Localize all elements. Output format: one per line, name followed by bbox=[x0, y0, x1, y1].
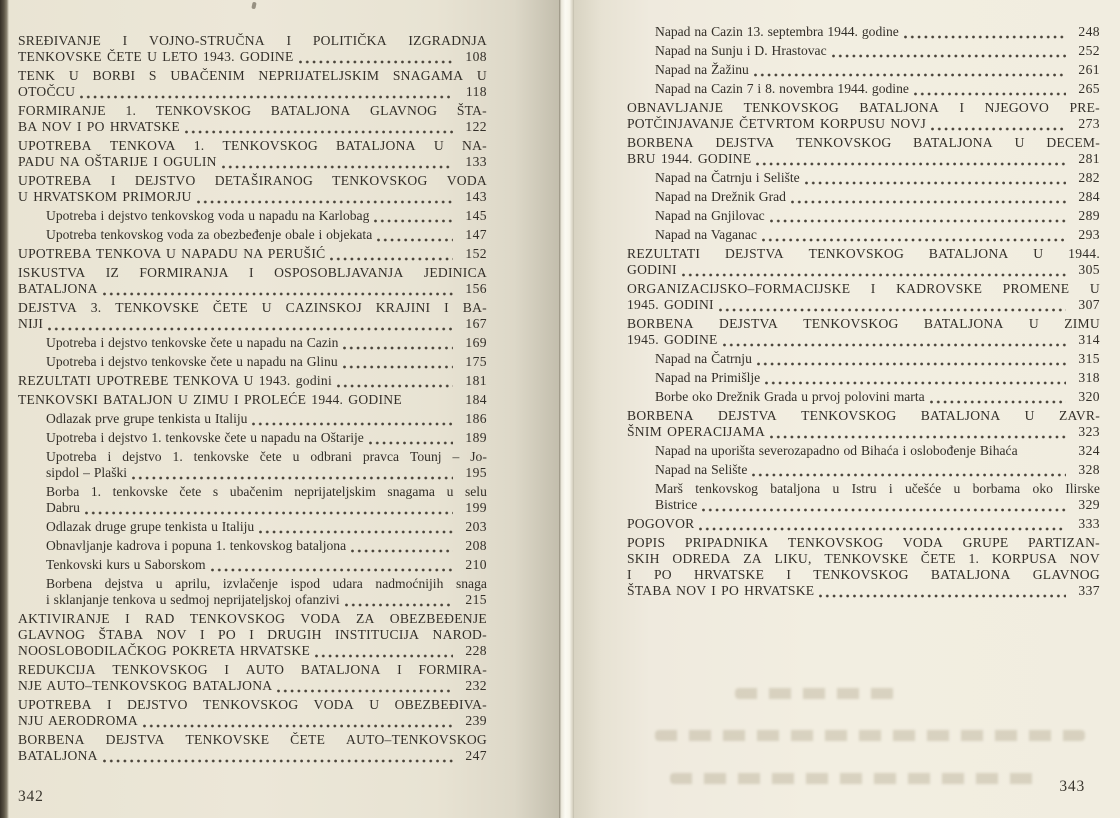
toc-title-line: REZULTATI DEJSTVA TENKOVSKOG BATALJONA U 1944. bbox=[627, 246, 1100, 261]
toc-entry-lastline bbox=[46, 354, 487, 370]
toc-page-ref: 152 bbox=[465, 246, 487, 261]
toc-title-line: UPOTREBA I DEJSTVO TENKOVSKOG VODA U OBEZBEĐIVA- bbox=[18, 697, 487, 712]
toc-entry-lastline bbox=[18, 373, 487, 389]
toc-entry-lastline bbox=[46, 519, 487, 535]
toc-page-ref: 199 bbox=[465, 500, 487, 515]
toc-section-entry bbox=[18, 246, 487, 262]
toc-title-text: Upotreba i dejstvo tenkovske čete u napadu na Glinu bbox=[46, 354, 338, 369]
dot-leader bbox=[374, 212, 453, 224]
toc-page-ref: 328 bbox=[1078, 462, 1100, 477]
left-page-number: 342 bbox=[18, 788, 44, 805]
toc-subentry bbox=[627, 227, 1100, 243]
toc-page-ref: 305 bbox=[1078, 262, 1100, 277]
toc-entry-lastline bbox=[18, 281, 487, 297]
toc-entry-lastline bbox=[655, 497, 1100, 513]
toc-title-text: NOOSLOBODILAČKOG POKRETA HRVATSKE bbox=[18, 643, 311, 658]
toc-title-line: OBNAVLJANJE TENKOVSKOG BATALJONA I NJEGOVO PRE- bbox=[627, 100, 1100, 115]
toc-section-entry bbox=[18, 103, 487, 135]
dot-leader bbox=[343, 339, 453, 351]
dot-leader bbox=[337, 377, 453, 389]
toc-title-text: ŠNIM OPERACIJAMA bbox=[627, 424, 766, 439]
toc-title-text: Napad na Čatrnju bbox=[655, 351, 752, 366]
toc-page-ref: 333 bbox=[1078, 516, 1100, 531]
toc-subentry bbox=[18, 430, 487, 446]
toc-page-ref: 324 bbox=[1078, 443, 1100, 458]
dot-leader bbox=[132, 469, 453, 481]
show-through-smudge bbox=[670, 773, 1040, 784]
dot-leader bbox=[702, 501, 1066, 513]
toc-subentry bbox=[18, 354, 487, 370]
toc-subentry bbox=[18, 227, 487, 243]
right-page bbox=[574, 0, 1120, 818]
toc-subentry bbox=[627, 351, 1100, 367]
dot-leader bbox=[103, 285, 453, 297]
dot-leader bbox=[48, 320, 453, 332]
toc-entry-lastline bbox=[627, 332, 1100, 348]
toc-title-line: UPOTREBA TENKOVA 1. TENKOVSKOG BATALJONA U NA- bbox=[18, 138, 487, 153]
toc-title-text: BATALJONA bbox=[18, 748, 98, 763]
dot-leader bbox=[757, 355, 1066, 367]
toc-title-text: Napad na Gnjilovac bbox=[655, 208, 765, 223]
toc-title-line: BORBENA DEJSTVA TENKOVSKOG BATALJONA U ZAVR- bbox=[627, 408, 1100, 423]
toc-title-line: AKTIVIRANJE I RAD TENKOVSKOG VODA ZA OBEZBEĐENJE bbox=[18, 611, 487, 626]
toc-section-entry bbox=[18, 697, 487, 729]
toc-page-ref: 208 bbox=[465, 538, 487, 553]
toc-title-line: DEJSTVA 3. TENKOVSKE ČETE U CAZINSKOJ KRAJINI I BA- bbox=[18, 300, 487, 315]
dot-leader bbox=[770, 428, 1066, 440]
toc-title-text: Dabru bbox=[46, 500, 80, 515]
dot-leader bbox=[299, 53, 453, 65]
dot-leader bbox=[819, 587, 1066, 599]
toc-entry-lastline bbox=[18, 119, 487, 135]
toc-subentry bbox=[18, 484, 487, 516]
toc-title-text: NJE AUTO–TENKOVSKOG BATALJONA bbox=[18, 678, 273, 693]
toc-page-ref: 195 bbox=[465, 465, 487, 480]
toc-section-entry bbox=[18, 662, 487, 694]
toc-page-ref: 273 bbox=[1078, 116, 1100, 131]
toc-entry-lastline bbox=[46, 557, 487, 573]
toc-title-line: UPOTREBA I DEJSTVO DETAŠIRANOG TENKOVSKOG VODA bbox=[18, 173, 487, 188]
toc-page-ref: 247 bbox=[465, 748, 487, 763]
toc-entry-lastline bbox=[655, 189, 1100, 205]
dot-leader bbox=[143, 717, 453, 729]
toc-entry-lastline bbox=[627, 297, 1100, 313]
toc-entry-lastline bbox=[627, 516, 1100, 532]
toc-page-ref: 289 bbox=[1078, 208, 1100, 223]
dot-leader bbox=[211, 561, 453, 573]
dot-leader bbox=[85, 504, 453, 516]
toc-title-text: Odlazak prve grupe tenkista u Italiju bbox=[46, 411, 248, 426]
toc-section-entry bbox=[627, 408, 1100, 440]
toc-subentry bbox=[627, 24, 1100, 40]
toc-page-ref: 252 bbox=[1078, 43, 1100, 58]
toc-title-text: Napad na Selište bbox=[655, 462, 748, 477]
toc-entry-lastline bbox=[655, 43, 1100, 59]
toc-page-ref: 337 bbox=[1078, 583, 1100, 598]
toc-entry-lastline bbox=[18, 316, 487, 332]
toc-title-line: Borbena dejstva u aprilu, izvlačenje ispod udara nadmoćnijih snaga bbox=[46, 576, 487, 591]
dot-leader bbox=[699, 520, 1066, 532]
toc-page-ref: 181 bbox=[465, 373, 487, 388]
toc-subentry bbox=[18, 449, 487, 481]
toc-title-text: i sklanjanje tenkova u sedmoj neprijateljskoj ofanzivi bbox=[46, 592, 340, 607]
dot-leader bbox=[103, 752, 453, 764]
toc-title-line: POPIS PRIPADNIKA TENKOVSKOG VODA GRUPE PARTIZAN- bbox=[627, 535, 1100, 550]
dot-leader bbox=[770, 212, 1066, 224]
toc-page-ref: 318 bbox=[1078, 370, 1100, 385]
dot-leader bbox=[930, 393, 1066, 405]
toc-page-ref: 320 bbox=[1078, 389, 1100, 404]
toc-page-ref: 189 bbox=[465, 430, 487, 445]
toc-entry-lastline bbox=[627, 116, 1100, 132]
dot-leader bbox=[343, 358, 453, 370]
dot-leader bbox=[791, 193, 1066, 205]
toc-title-text: Upotreba i dejstvo tenkovskog voda u napadu na Karlobag bbox=[46, 208, 370, 223]
toc-entry-lastline bbox=[46, 227, 487, 243]
toc-title-text: Bistrice bbox=[655, 497, 698, 512]
toc-title-text: 1945. GODINI bbox=[627, 297, 714, 312]
toc-section-entry bbox=[18, 300, 487, 332]
toc-entry-lastline bbox=[46, 411, 487, 427]
toc-subentry bbox=[18, 411, 487, 427]
toc-entry-lastline bbox=[18, 246, 487, 262]
toc-title-line: FORMIRANJE 1. TENKOVSKOG BATALJONA GLAVNOG ŠTA- bbox=[18, 103, 487, 118]
dot-leader bbox=[252, 415, 453, 427]
toc-title-line: BORBENA DEJSTVA TENKOVSKOG BATALJONA U DECEM- bbox=[627, 135, 1100, 150]
toc-entry-lastline bbox=[46, 430, 487, 446]
toc-entry-lastline bbox=[18, 713, 487, 729]
toc-page-ref: 228 bbox=[465, 643, 487, 658]
toc-page-ref: 143 bbox=[465, 189, 487, 204]
toc-subentry bbox=[627, 462, 1100, 478]
toc-page-ref: 118 bbox=[465, 84, 487, 99]
toc-entry-lastline bbox=[18, 678, 487, 694]
toc-title-text: TENKOVSKE ČETE U LETO 1943. GODINE bbox=[18, 49, 294, 64]
toc-subentry bbox=[18, 576, 487, 608]
toc-entry-lastline bbox=[18, 49, 487, 65]
dot-leader bbox=[277, 682, 453, 694]
toc-section-entry bbox=[18, 265, 487, 297]
toc-page-ref: 169 bbox=[465, 335, 487, 350]
toc-subentry bbox=[627, 189, 1100, 205]
toc-entry-lastline bbox=[655, 443, 1100, 459]
toc-section-entry bbox=[18, 732, 487, 764]
toc-title-line: REDUKCIJA TENKOVSKOG I AUTO BATALJONA I FORMIRA- bbox=[18, 662, 487, 677]
toc-page-ref: 261 bbox=[1078, 62, 1100, 77]
toc-section-entry bbox=[18, 33, 487, 65]
toc-title-line: TENK U BORBI S UBAČENIM NEPRIJATELJSKIM SNAGAMA U bbox=[18, 68, 487, 83]
toc-page-ref: 184 bbox=[465, 392, 487, 407]
dot-leader bbox=[832, 47, 1066, 59]
dot-leader bbox=[756, 155, 1066, 167]
toc-entry-lastline bbox=[46, 500, 487, 516]
dot-leader bbox=[914, 85, 1066, 97]
toc-subentry bbox=[18, 519, 487, 535]
toc-column-left bbox=[18, 33, 487, 767]
toc-title-text: OTOČCU bbox=[18, 84, 76, 99]
toc-page-ref: 315 bbox=[1078, 351, 1100, 366]
toc-page-ref: 239 bbox=[465, 713, 487, 728]
toc-subentry bbox=[18, 335, 487, 351]
toc-title-text: Napad na Žažinu bbox=[655, 62, 749, 77]
toc-title-text: BRU 1944. GODINE bbox=[627, 151, 752, 166]
toc-title-text: BATALJONA bbox=[18, 281, 98, 296]
dot-leader bbox=[723, 336, 1066, 348]
dot-leader bbox=[762, 231, 1066, 243]
toc-entry-lastline bbox=[18, 84, 487, 100]
toc-title-line: Marš tenkovskog bataljona u Istru i učešće u borbama oko Ilirske bbox=[655, 481, 1100, 496]
gutter-page-edge bbox=[559, 0, 574, 818]
toc-page-ref: 232 bbox=[465, 678, 487, 693]
toc-page-ref: 307 bbox=[1078, 297, 1100, 312]
toc-page-ref: 133 bbox=[465, 154, 487, 169]
toc-title-text: Napad na Cazin 7 i 8. novembra 1944. godine bbox=[655, 81, 909, 96]
toc-subentry bbox=[18, 557, 487, 573]
toc-entry-lastline bbox=[627, 262, 1100, 278]
toc-page-ref: 167 bbox=[465, 316, 487, 331]
toc-page-ref: 175 bbox=[465, 354, 487, 369]
toc-title-text: POGOVOR bbox=[627, 516, 695, 531]
toc-subentry bbox=[18, 208, 487, 224]
dot-leader bbox=[682, 266, 1066, 278]
toc-page-ref: 108 bbox=[465, 49, 487, 64]
toc-page-ref: 145 bbox=[465, 208, 487, 223]
toc-page-ref: 156 bbox=[465, 281, 487, 296]
toc-page-ref: 314 bbox=[1078, 332, 1100, 347]
toc-title-text: U HRVATSKOM PRIMORJU bbox=[18, 189, 192, 204]
toc-title-line: I PO HRVATSKE I TENKOVSKOG BATALJONA GLAVNOG bbox=[627, 567, 1100, 582]
toc-section-entry bbox=[627, 281, 1100, 313]
dot-leader bbox=[80, 88, 453, 100]
toc-title-text: NJU AERODROMA bbox=[18, 713, 138, 728]
toc-section-entry bbox=[18, 392, 487, 408]
toc-section-entry bbox=[18, 373, 487, 389]
dot-leader bbox=[931, 120, 1066, 132]
dot-leader bbox=[315, 647, 453, 659]
toc-section-entry bbox=[18, 68, 487, 100]
toc-title-text: Napad na Sunju i D. Hrastovac bbox=[655, 43, 827, 58]
dot-leader bbox=[345, 596, 453, 608]
toc-page-ref: 265 bbox=[1078, 81, 1100, 96]
dot-leader bbox=[185, 123, 453, 135]
show-through-smudge bbox=[655, 730, 1085, 741]
toc-section-entry bbox=[627, 246, 1100, 278]
toc-entry-lastline bbox=[627, 583, 1100, 599]
toc-title-text: Napad na Primišlje bbox=[655, 370, 761, 385]
toc-page-ref: 329 bbox=[1078, 497, 1100, 512]
toc-page-ref: 210 bbox=[465, 557, 487, 572]
dot-leader bbox=[197, 193, 453, 205]
toc-entry-lastline bbox=[627, 151, 1100, 167]
toc-title-line: ISKUSTVA IZ FORMIRANJA I OSPOSOBLJAVANJA JEDINICA bbox=[18, 265, 487, 280]
toc-subentry bbox=[627, 81, 1100, 97]
toc-entry-lastline bbox=[46, 335, 487, 351]
toc-entry-lastline bbox=[46, 592, 487, 608]
toc-section-entry bbox=[627, 135, 1100, 167]
toc-title-line: SKIH ODREDA ZA LIKU, TENKOVSKE ČETE 1. KORPUSA NOV bbox=[627, 551, 1100, 566]
toc-section-entry bbox=[18, 611, 487, 659]
toc-title-text: Napad na Čatrnju i Selište bbox=[655, 170, 800, 185]
toc-entry-lastline bbox=[655, 351, 1100, 367]
toc-column-right bbox=[627, 24, 1100, 602]
toc-title-text: Upotreba i dejstvo tenkovske čete u napadu na Cazin bbox=[46, 335, 339, 350]
dot-leader bbox=[765, 374, 1066, 386]
toc-title-text: Upotreba i dejstvo 1. tenkovske čete u napadu na Oštarije bbox=[46, 430, 364, 445]
toc-page-ref: 203 bbox=[465, 519, 487, 534]
toc-section-entry bbox=[627, 516, 1100, 532]
toc-title-text: Napad na Cazin 13. septembra 1944. godine bbox=[655, 24, 899, 39]
toc-title-text: GODINI bbox=[627, 262, 677, 277]
toc-subentry bbox=[627, 170, 1100, 186]
dot-leader bbox=[222, 158, 453, 170]
dot-leader bbox=[377, 231, 453, 243]
toc-section-entry bbox=[18, 138, 487, 170]
toc-title-text: sipdol – Plaški bbox=[46, 465, 128, 480]
toc-page-ref: 122 bbox=[465, 119, 487, 134]
toc-title-text: Tenkovski kurs u Saborskom bbox=[46, 557, 206, 572]
toc-page-ref: 215 bbox=[465, 592, 487, 607]
toc-title-text: 1945. GODINE bbox=[627, 332, 718, 347]
dot-leader bbox=[754, 66, 1066, 78]
toc-title-text: Odlazak druge grupe tenkista u Italiju bbox=[46, 519, 255, 534]
dot-leader bbox=[369, 434, 453, 446]
toc-entry-lastline bbox=[655, 389, 1100, 405]
toc-entry-lastline bbox=[46, 208, 487, 224]
toc-entry-lastline bbox=[18, 748, 487, 764]
toc-title-text: Obnavljanje kadrova i popuna 1. tenkovskog bataljona bbox=[46, 538, 347, 553]
toc-title-text: Napad na uporišta severozapadno od Bihaća i oslobođenje Bihaća bbox=[655, 443, 1018, 458]
dot-leader bbox=[1023, 447, 1066, 459]
toc-subentry bbox=[627, 443, 1100, 459]
toc-title-line: ORGANIZACIJSKO–FORMACIJSKE I KADROVSKE PROMENE U bbox=[627, 281, 1100, 296]
toc-subentry bbox=[627, 208, 1100, 224]
toc-entry-lastline bbox=[655, 62, 1100, 78]
toc-subentry bbox=[627, 62, 1100, 78]
dot-leader bbox=[904, 28, 1066, 40]
toc-page-ref: 284 bbox=[1078, 189, 1100, 204]
toc-page-ref: 293 bbox=[1078, 227, 1100, 242]
dot-leader bbox=[805, 174, 1066, 186]
toc-section-entry bbox=[627, 100, 1100, 132]
toc-title-text: Napad na Vaganac bbox=[655, 227, 757, 242]
toc-title-text: UPOTREBA TENKOVA U NAPADU NA PERUŠIĆ bbox=[18, 246, 326, 261]
toc-entry-lastline bbox=[18, 154, 487, 170]
toc-title-line: GLAVNOG ŠTABA NOV I PO I DRUGIH INSTITUCIJA NAROD- bbox=[18, 627, 487, 642]
dot-leader bbox=[351, 542, 453, 554]
toc-entry-lastline bbox=[655, 81, 1100, 97]
dot-leader bbox=[407, 396, 453, 408]
toc-entry-lastline bbox=[655, 208, 1100, 224]
right-page-number: 343 bbox=[1059, 778, 1085, 795]
toc-title-text: Napad na Drežnik Grad bbox=[655, 189, 786, 204]
toc-entry-lastline bbox=[655, 462, 1100, 478]
show-through-smudge bbox=[735, 688, 895, 699]
toc-title-text: Upotreba tenkovskog voda za obezbeđenje obale i objekata bbox=[46, 227, 373, 242]
toc-entry-lastline bbox=[627, 424, 1100, 440]
dot-leader bbox=[752, 466, 1066, 478]
toc-subentry bbox=[627, 43, 1100, 59]
toc-entry-lastline bbox=[18, 189, 487, 205]
toc-title-line: BORBENA DEJSTVA TENKOVSKE ČETE AUTO–TENKOVSKOG bbox=[18, 732, 487, 747]
toc-entry-lastline bbox=[655, 170, 1100, 186]
dot-leader bbox=[259, 523, 453, 535]
toc-page-ref: 323 bbox=[1078, 424, 1100, 439]
toc-subentry bbox=[627, 481, 1100, 513]
toc-entry-lastline bbox=[46, 538, 487, 554]
toc-title-text: TENKOVSKI BATALJON U ZIMU I PROLEĆE 1944. GODINE bbox=[18, 392, 402, 407]
toc-page-ref: 282 bbox=[1078, 170, 1100, 185]
toc-page-ref: 186 bbox=[465, 411, 487, 426]
toc-title-text: POTČINJAVANJE ČETVRTOM KORPUSU NOVJ bbox=[627, 116, 927, 131]
toc-subentry bbox=[627, 389, 1100, 405]
toc-title-text: BA NOV I PO HRVATSKE bbox=[18, 119, 180, 134]
toc-entry-lastline bbox=[655, 227, 1100, 243]
toc-title-text: ŠTABA NOV I PO HRVATSKE bbox=[627, 583, 815, 598]
dot-leader bbox=[330, 250, 453, 262]
toc-entry-lastline bbox=[655, 24, 1100, 40]
toc-section-entry bbox=[627, 535, 1100, 599]
toc-title-text: NIJI bbox=[18, 316, 44, 331]
toc-section-entry bbox=[18, 173, 487, 205]
toc-title-text: REZULTATI UPOTREBE TENKOVA U 1943. godini bbox=[18, 373, 332, 388]
toc-title-line: Upotreba i dejstvo 1. tenkovske čete u odbrani pravca Tounj – Jo- bbox=[46, 449, 487, 464]
toc-title-text: Borbe oko Drežnik Grada u prvoj polovini marta bbox=[655, 389, 925, 404]
toc-subentry bbox=[18, 538, 487, 554]
toc-entry-lastline bbox=[46, 465, 487, 481]
toc-title-line: SREĐIVANJE I VOJNO-STRUČNA I POLITIČKA IZGRADNJA bbox=[18, 33, 487, 48]
toc-page-ref: 281 bbox=[1078, 151, 1100, 166]
book-spine-edge bbox=[0, 0, 9, 818]
toc-title-line: Borba 1. tenkovske čete s ubačenim neprijateljskim snagama u selu bbox=[46, 484, 487, 499]
toc-page-ref: 248 bbox=[1078, 24, 1100, 39]
left-page bbox=[0, 0, 559, 818]
dot-leader bbox=[719, 301, 1066, 313]
toc-section-entry bbox=[627, 316, 1100, 348]
toc-entry-lastline bbox=[18, 392, 487, 408]
toc-entry-lastline bbox=[18, 643, 487, 659]
toc-entry-lastline bbox=[655, 370, 1100, 386]
toc-page-ref: 147 bbox=[465, 227, 487, 242]
toc-title-text: PADU NA OŠTARIJE I OGULIN bbox=[18, 154, 217, 169]
toc-title-line: BORBENA DEJSTVA TENKOVSKOG BATALJONA U ZIMU bbox=[627, 316, 1100, 331]
toc-subentry bbox=[627, 370, 1100, 386]
